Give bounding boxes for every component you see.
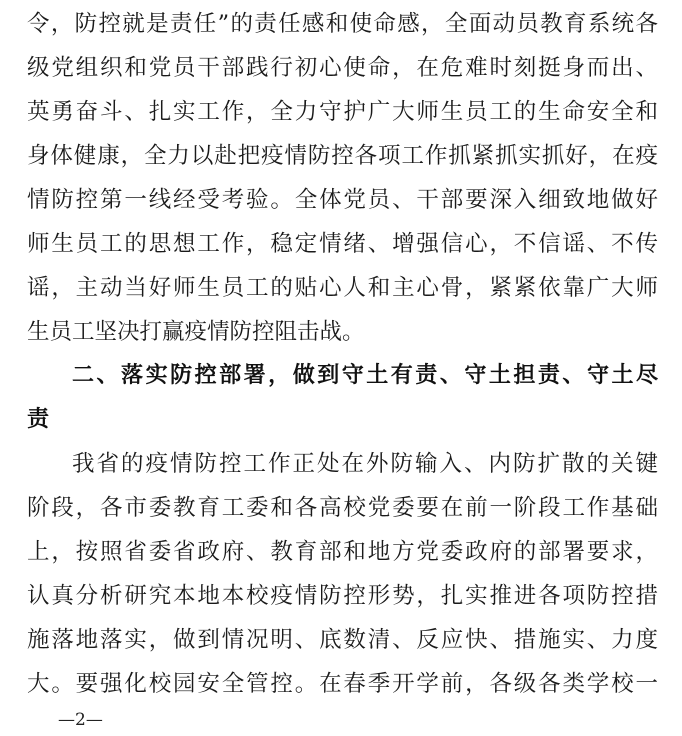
paragraph-line: 级党组织和党员干部践行初心使命，在危难时刻挺身而出、 bbox=[27, 55, 658, 81]
paragraph-line: 我省的疫情防控工作正处在外防输入、内防扩散的关键 bbox=[72, 451, 658, 477]
paragraph-line: 认真分析研究本地本校疫情防控形势，扎实推进各项防控措 bbox=[27, 583, 658, 609]
paragraph-line: 情防控第一线经受考验。全体党员、干部要深入细致地做好 bbox=[27, 187, 658, 213]
paragraph-line: 生员工坚决打赢疫情防控阻击战。 bbox=[27, 319, 365, 345]
paragraph-line: 施落地落实，做到情况明、底数清、反应快、措施实、力度 bbox=[27, 627, 658, 653]
paragraph-line: 谣，主动当好师生员工的贴心人和主心骨，紧紧依靠广大师 bbox=[27, 275, 658, 301]
paragraph-line: 身体健康，全力以赴把疫情防控各项工作抓紧抓实抓好，在疫 bbox=[27, 143, 658, 169]
section-heading: 责 bbox=[27, 407, 50, 432]
paragraph-line: 师生员工的思想工作，稳定情绪、增强信心，不信谣、不传 bbox=[27, 231, 658, 257]
paragraph-line: 上，按照省委省政府、教育部和地方党委政府的部署要求， bbox=[27, 539, 658, 565]
section-heading: 二、落实防控部署，做到守土有责、守土担责、守土尽 bbox=[72, 363, 658, 388]
paragraph-line: 英勇奋斗、扎实工作，全力守护广大师生员工的生命安全和 bbox=[27, 99, 658, 125]
paragraph-line: 令，防控就是责任”的责任感和使命感，全面动员教育系统各 bbox=[27, 11, 658, 37]
paragraph-line: 大。要强化校园安全管控。在春季开学前，各级各类学校一 bbox=[27, 671, 658, 697]
paragraph-line: 阶段，各市委教育工委和各高校党委要在前一阶段工作基础 bbox=[27, 495, 658, 521]
page-number: —2— bbox=[58, 710, 103, 730]
